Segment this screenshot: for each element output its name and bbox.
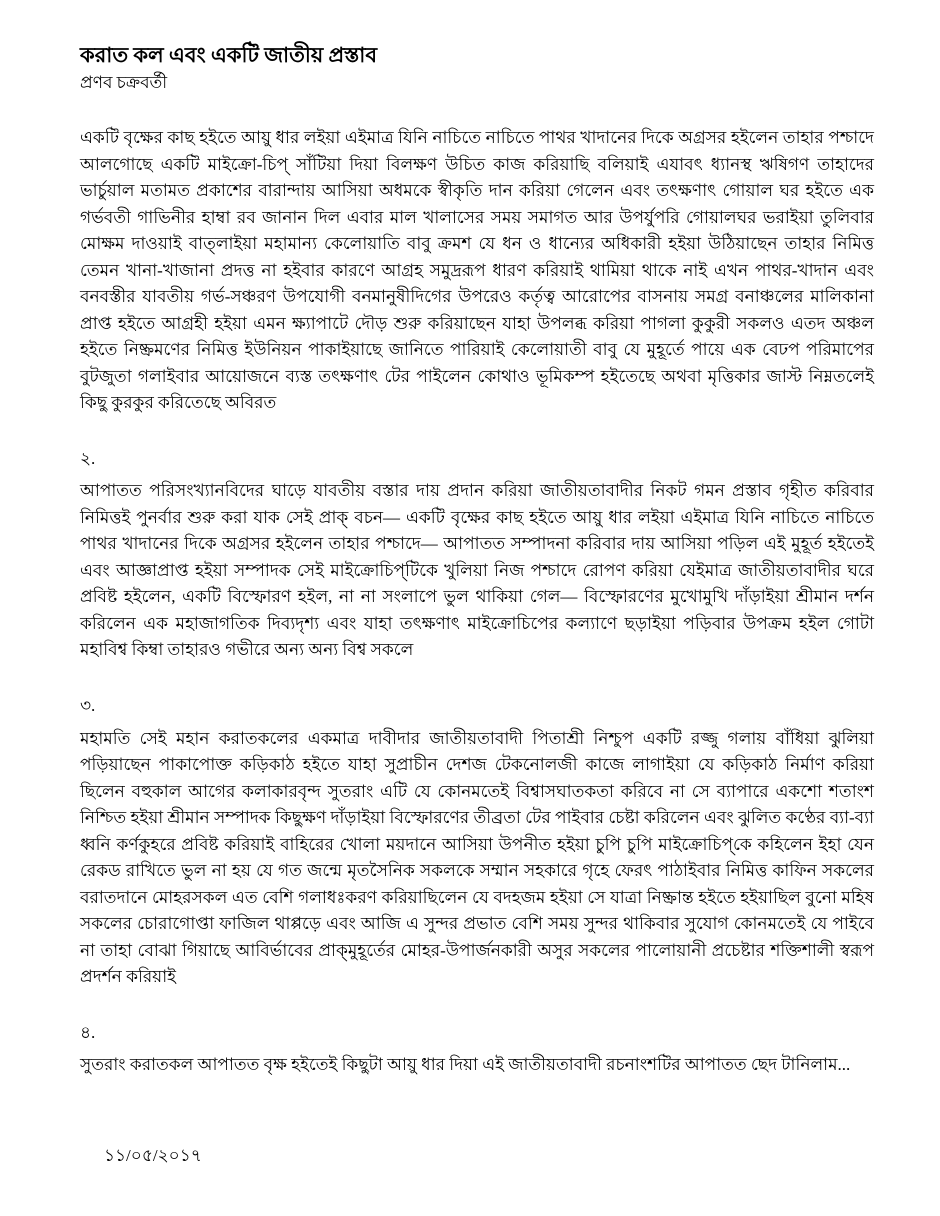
section-1 [80, 125, 874, 417]
section-3 [80, 694, 874, 991]
section-3-number: ৩. [80, 695, 96, 715]
section-3-text: মহামতি সেই মহান করাতকলের একমাত্র দাবীদার জাতীয়তাবাদী পিতাশ্রী নিশ্চুপ একটি রজ্জু গলায় বাঁধিয়া ঝুলিয়া পড়িয়াছেন পাকাপোক্ত কড়িকাঠ হইতে যাহা সুপ্রাচীন দেশজ টেকনোলজী কাজে লাগাইয়া যে কড়িকাঠ নির্মাণ করিয়া ছিলেন বহুকাল আগের কলাকারবৃন্দ সুতরাং এটি যে কোনমতেই বিশ্বাসঘাতকতা করিবে না সে ব্যাপারে একশো শতাংশ নিশ্চিত হইয়া শ্রীমান সম্পাদক কিছুক্ষণ দাঁড়াইয়া বিস্ফোরণের তীব্রতা টের পাইবার চেষ্টা করিলেন এবং ঝুলিত কণ্ঠের ব্যা-ব্যা ধ্বনি কর্ণকুহরে প্রবিষ্ট করিয়াই বাহিরের খোলা ময়দানে আসিয়া উপনীত হইয়া চুপি চুপি মাইক্রোচিপ্‌কে কহিলেন ইহা যেন রেকড রাখিতে ভুল না হয় যে গত জন্মে মৃতসৈনিক সকলকে সম্মান সহকারে গৃহে ফেরৎ পাঠাইবার নিমিত্ত কাফিন সকলের বরাতদানে মোহরসকল এত বেশি গলাধঃকরণ করিয়াছিলেন যে বদহজম হইয়া সে যাত্রা নিষ্ক্রান্ত হইতে হইয়াছিল বুনো মহিষ সকলের চোরাগোপ্তা ফাজিল থাপ্পড়ে এবং আজি এ সুন্দর প্রভাত বেশি সময় সুন্দর থাকিবার সুযোগ কোনমতেই যে পাইবে না তাহা বোঝা গিয়াছে আবির্ভাবের প্রাক্‌মুহূর্তের মোহর-উপার্জনকারী অসুর সকলের পালোয়ানী প্রচেষ্টার শক্তিশালী স্বরূপ প্রদর্শন করিয়াই [80, 728, 874, 987]
section-2 [80, 447, 874, 664]
section-4-text: সুতরাং করাতকল আপাতত বৃক্ষ হইতেই কিছুটা আয়ু ধার দিয়া এই জাতীয়তাবাদী রচনাংশটির আপাতত ছেদ টানিলাম... [80, 1055, 851, 1075]
section-2-text: আপাতত পরিসংখ্যানবিদের ঘাড়ে যাবতীয় বস্তার দায় প্রদান করিয়া জাতীয়তাবাদীর নিকট গমন প্রস্তাব গৃহীত করিবার নিমিত্তই পুনর্বার শুরু করা যাক সেই প্রাক্ বচন— একটি বৃক্ষের কাছ হইতে আয়ু ধার লইয়া এইমাত্র যিনি নাচিতে নাচিতে পাথর খাদানের দিকে অগ্রসর হইলেন তাহার পশ্চাদে— আপাতত সম্পাদনা করিবার দায় আসিয়া পড়িল এই মুহূর্ত হইতেই এবং আজ্ঞাপ্রাপ্ত হইয়া সম্পাদক সেই মাইক্রোচিপ্‌টিকে খুলিয়া নিজ পশ্চাদে রোপণ করিয়া যেইমাত্র জাতীয়তাবাদীর ঘরে প্রবিষ্ট হইলেন, একটি বিস্ফোরণ হইল, না না সংলাপে ভুল থাকিয়া গেল— বিস্ফোরণের মুখোমুখি দাঁড়াইয়া শ্রীমান দর্শন করিলেন এক মহাজাগতিক দিব্যদৃশ্য এবং যাহা তৎক্ষণাৎ মাইক্রোচিপের কল্যাণে ছড়াইয়া পড়িবার উপক্রম হইল গোটা মহাবিশ্ব কিম্বা তাহারও গভীরে অন্য অন্য বিশ্ব সকলে [80, 481, 874, 660]
date-stamp: ১১/০৫/২০১৭ [104, 1145, 202, 1165]
section-1-text: একটি বৃক্ষের কাছ হইতে আয়ু ধার লইয়া এইমাত্র যিনি নাচিতে নাচিতে পাথর খাদানের দিকে অগ্রসর হইলেন তাহার পশ্চাদে আলগোছে একটি মাইক্রো-চিপ্ সাঁটিয়া দিয়া বিলক্ষণ উচিত কাজ করিয়াছি বলিয়াই এযাবৎ ধ্যানস্থ ঋষিগণ তাহাদের ভার্চুয়াল মতামত প্রকাশের বারান্দায় আসিয়া অধমকে স্বীকৃতি দান করিয়া গেলেন এবং তৎক্ষণাৎ গোয়াল ঘর হইতে এক গর্ভবতী গাভিনীর হাম্বা রব জানান দিল এবার মাল খালাসের সময় সমাগত আর উপর্যুপরি গোয়ালঘর ভরাইয়া তুলিবার মোক্ষম দাওয়াই বাত্লাইয়া মহামান্য কেলোয়াতি বাবু ক্রমশ যে ধন ও ধান্যের অধিকারী হইয়া উঠিয়াছেন তাহার নিমিত্ত তেমন খানা-খাজানা প্রদত্ত না হইবার কারণে আগ্রহ সমুদ্ররূপ ধারণ করিয়াই থামিয়া থাকে নাই এখন পাথর-খাদান এবং বনবস্তীর যাবতীয় গর্ভ-সঞ্চরণ উপযোগী বনমানুষীদিগের উপরেও কর্তৃত্ব আরোপের বাসনায় সমগ্র বনাঞ্চলের মালিকানা প্রাপ্ত হইতে আগ্রহী হইয়া এমন ক্ষ্যাপাটে দৌড় শুরু করিয়াছেন যাহা উপলব্ধ করিয়া পাগলা কুকুরী সকলও এতদ অঞ্চল হইতে নিষ্ক্রমণের নিমিত্ত ইউনিয়ন পাকাইয়াছে জানিতে পারিয়াই কেলোয়াতী বাবু যে মুহূর্তে পায়ে এক বেঢপ পরিমাপের বুটজুতা গলাইবার আয়োজনে ব্যস্ত তৎক্ষণাৎ টের পাইলেন কোথাও ভূমিকম্প হইতেছে অথবা মৃত্তিকার জাস্ট নিম্নতলেই কিছু কুরকুর করিতেছে অবিরত [80, 128, 874, 413]
author-name: প্রণব চক্রবর্তী [80, 73, 168, 93]
document-title: করাত কল এবং একটি জাতীয় প্রস্তাব [80, 43, 378, 67]
section-2-number: ২. [80, 448, 96, 468]
section-4 [80, 1021, 874, 1079]
section-4-number: ৪. [80, 1022, 96, 1042]
